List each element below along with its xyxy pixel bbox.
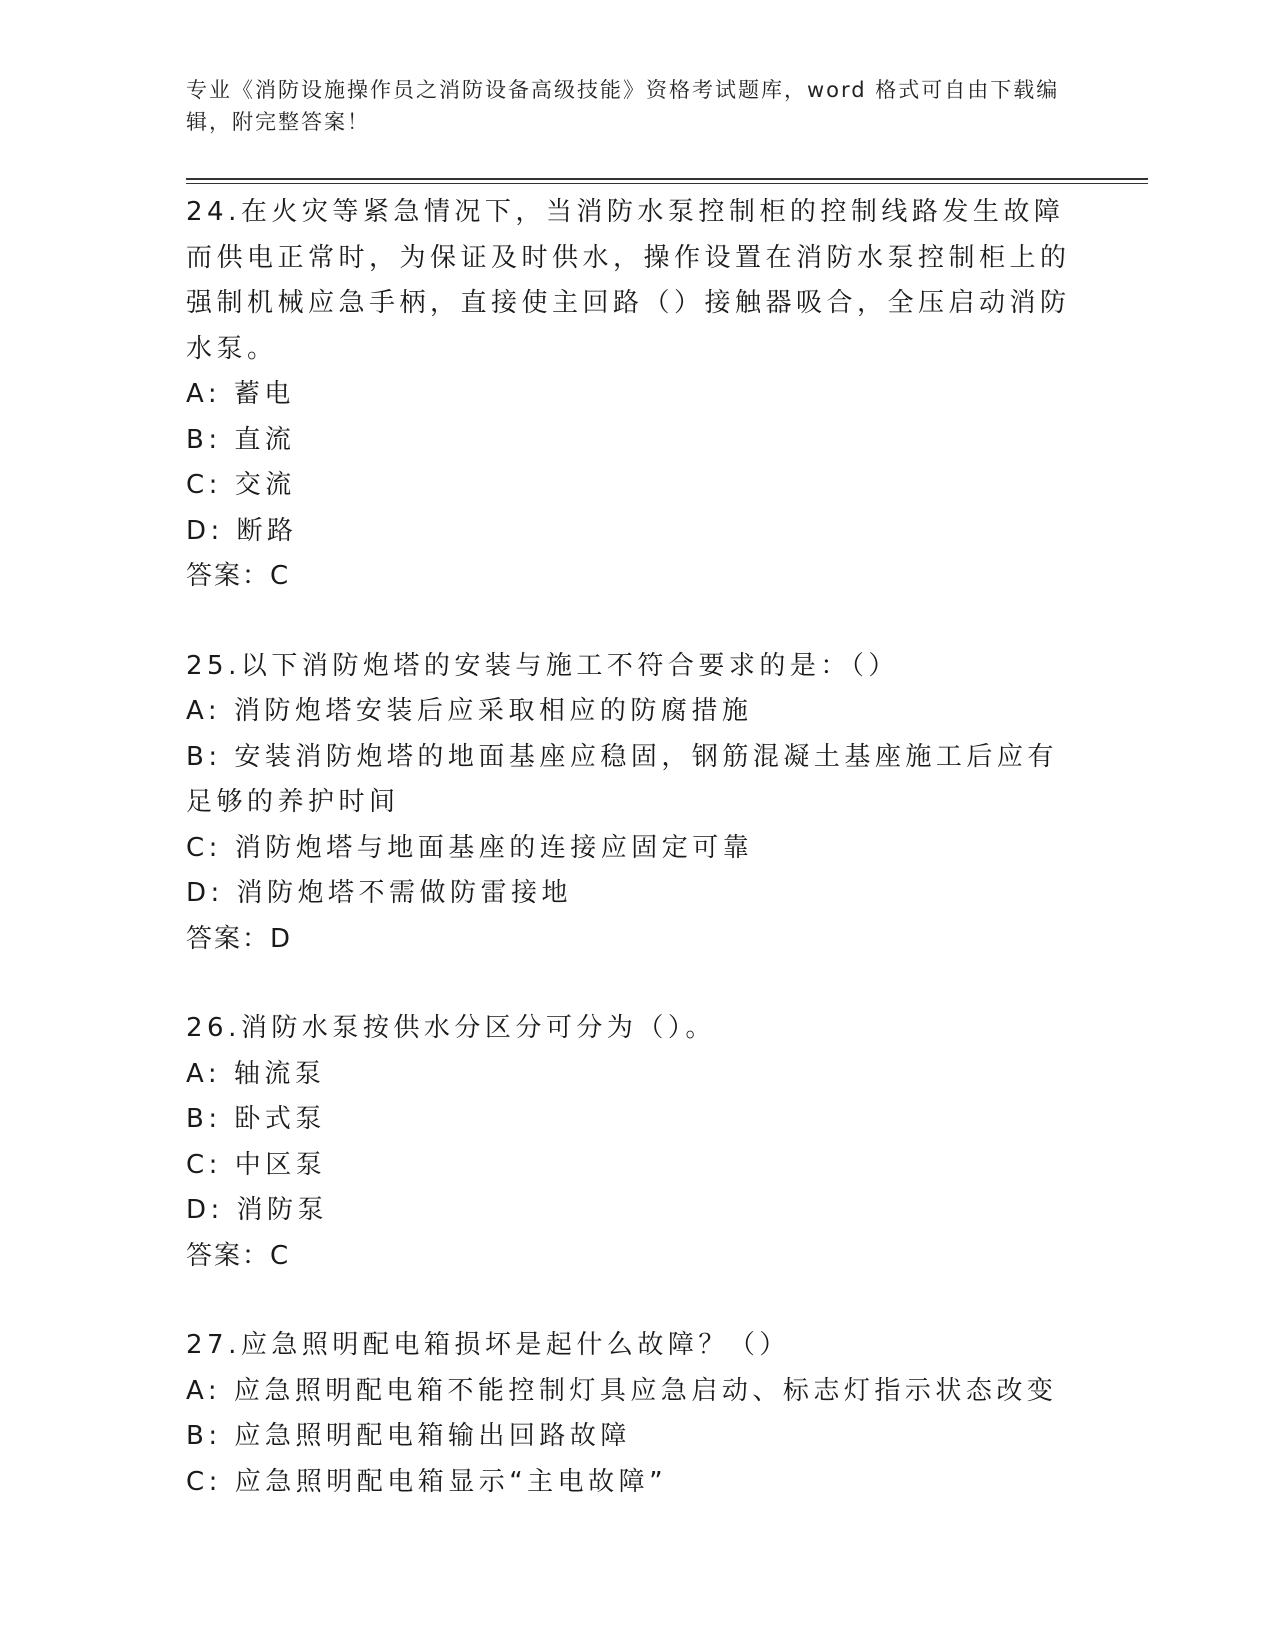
answer-line: 答案：D xyxy=(186,923,293,954)
option-key: C: xyxy=(186,470,235,500)
option-c xyxy=(186,1143,1086,1189)
option-key: A: xyxy=(186,379,234,409)
option-key: D: xyxy=(186,1195,237,1225)
option-c xyxy=(186,826,1086,872)
option-key: C: xyxy=(186,832,235,863)
option-a xyxy=(186,689,1086,735)
answer-line: 答案：C xyxy=(186,561,291,591)
question-stem: 27.应急照明配电箱损坏是起什么故障？（） xyxy=(186,1330,790,1360)
option-text: 应急照明配电箱不能控制灯具应急启动、标志灯指示状态改变 xyxy=(233,1375,1058,1406)
header-intro-text: 专业《消防设施操作员之消防设备高级技能》资格考试题库，word 格式可自由下载编辑，附完整答案！ xyxy=(186,78,1060,134)
option-c xyxy=(186,1460,1086,1506)
option-key: C: xyxy=(186,1466,235,1497)
option-key: A: xyxy=(186,696,234,726)
question-list xyxy=(186,190,1086,1549)
option-b xyxy=(186,1414,1086,1460)
option-b xyxy=(186,735,1086,826)
option-d xyxy=(186,1188,1086,1234)
option-key: A: xyxy=(186,1058,234,1089)
option-a xyxy=(186,372,1086,418)
option-key: B: xyxy=(186,741,235,772)
option-text: 消防泵 xyxy=(236,1195,329,1225)
option-text: 断路 xyxy=(236,515,298,546)
option-text: 应急照明配电箱输出回路故障 xyxy=(234,1421,631,1451)
option-text: 消防炮塔安装后应采取相应的防腐措施 xyxy=(233,696,753,726)
document-header xyxy=(186,74,1066,138)
option-text: 消防炮塔与地面基座的连接应固定可靠 xyxy=(234,832,754,863)
option-a xyxy=(186,1052,1086,1098)
option-text: 应急照明配电箱显示“主电故障” xyxy=(234,1466,668,1497)
option-key: B: xyxy=(186,424,235,455)
option-key: A: xyxy=(186,1375,234,1406)
question-25 xyxy=(186,644,1086,963)
question-27 xyxy=(186,1323,1086,1505)
option-a xyxy=(186,1369,1086,1415)
question-stem: 25.以下消防炮塔的安装与施工不符合要求的是：（） xyxy=(186,650,899,681)
question-26 xyxy=(186,1006,1086,1279)
option-b xyxy=(186,1097,1086,1143)
option-key: B: xyxy=(186,1421,235,1451)
option-d xyxy=(186,509,1086,555)
option-text: 安装消防炮塔的地面基座应稳固，钢筋混凝土基座施工后应有足够的养护时间 xyxy=(186,741,1058,817)
option-text: 中区泵 xyxy=(234,1149,327,1180)
option-text: 卧式泵 xyxy=(234,1104,326,1134)
option-b xyxy=(186,418,1086,464)
question-stem: 26.消防水泵按供水分区分可分为（）。 xyxy=(186,1013,716,1043)
option-d xyxy=(186,871,1086,917)
option-c xyxy=(186,463,1086,509)
option-text: 消防炮塔不需做防雷接地 xyxy=(236,878,573,908)
option-key: D: xyxy=(186,878,237,908)
option-key: D: xyxy=(186,515,237,546)
option-key: B: xyxy=(186,1104,235,1134)
question-stem: 24.在火灾等紧急情况下，当消防水泵控制柜的控制线路发生故障而供电正常时，为保证及时供水，操作设置在消防水泵控制柜上的强制机械应急手柄，直接使主回路（）接触器吸合，全压启动消防水泵。 xyxy=(186,197,1071,364)
header-divider xyxy=(186,178,1148,184)
option-text: 蓄电 xyxy=(233,379,295,409)
option-text: 交流 xyxy=(234,470,296,500)
option-key: C: xyxy=(186,1149,235,1180)
option-text: 直流 xyxy=(234,424,296,455)
question-24 xyxy=(186,190,1086,600)
answer-line: 答案：C xyxy=(186,1240,291,1271)
option-text: 轴流泵 xyxy=(233,1058,326,1089)
